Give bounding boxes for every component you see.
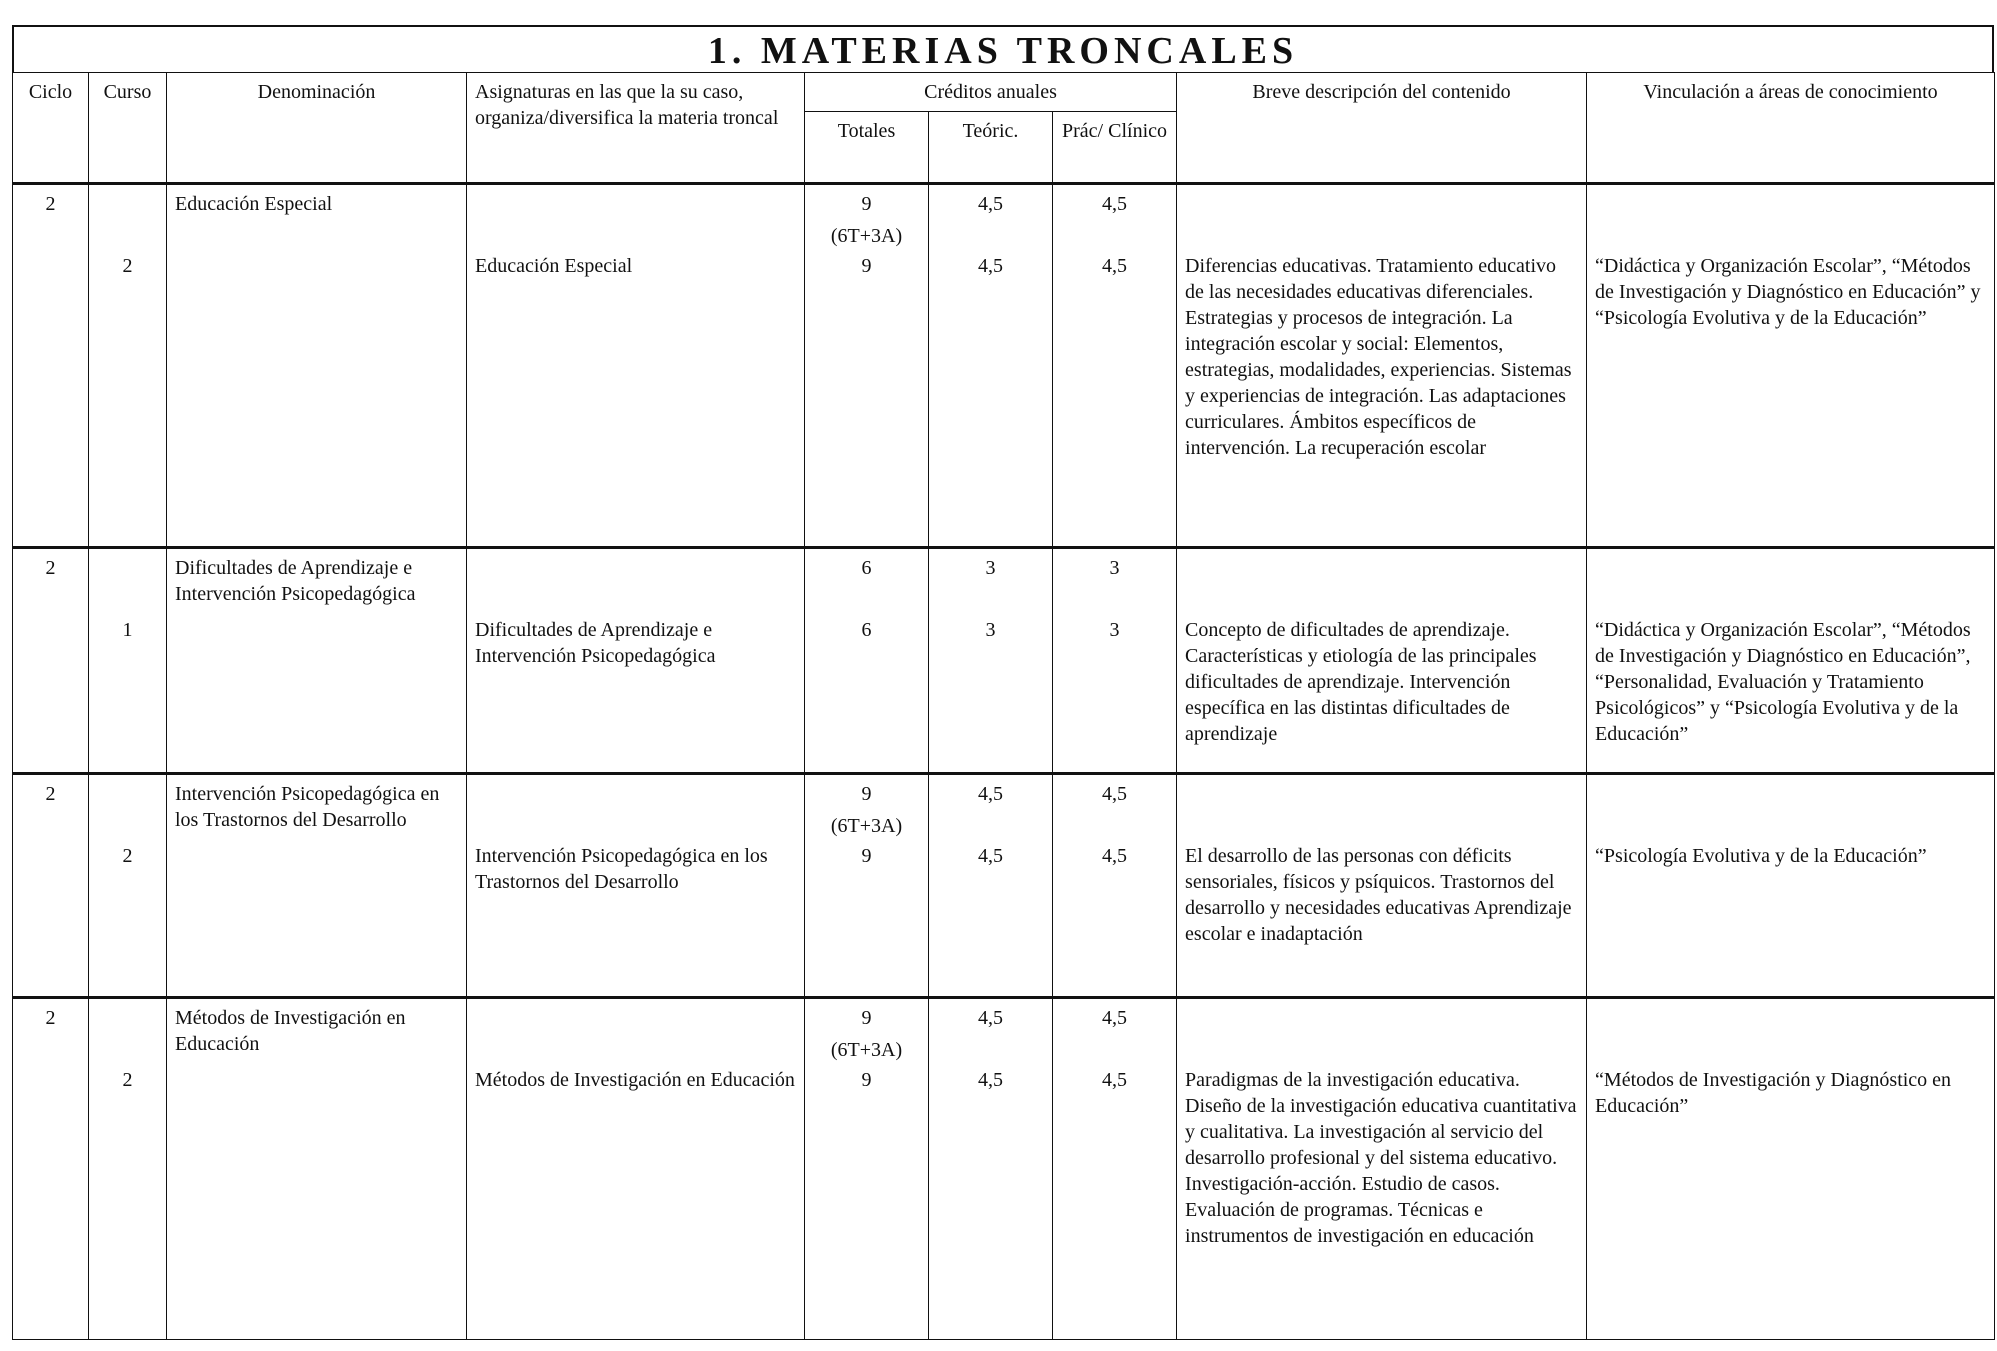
- cell-denominacion: [167, 998, 467, 1340]
- cell-curso: [89, 774, 167, 998]
- ciclo-value: 2: [45, 557, 56, 579]
- cell-totales: [805, 184, 929, 548]
- sub-totales-value: 9: [861, 845, 872, 867]
- page-title: 1. MATERIAS TRONCALES: [12, 25, 1994, 72]
- cell-curso: [89, 184, 167, 548]
- cell-vinculacion: [1587, 774, 1995, 998]
- prac-value: 4,5: [1102, 193, 1128, 215]
- cell-vinculacion: [1587, 548, 1995, 774]
- vinculacion-value: “Psicología Evolutiva y de la Educación”: [1595, 845, 1927, 867]
- document: [12, 25, 1994, 1340]
- vinculacion-value: “Métodos de Investigación y Diagnóstico en Educación”: [1595, 1069, 1952, 1117]
- asignatura-value: Educación Especial: [475, 255, 633, 277]
- prac-value: 4,5: [1102, 783, 1128, 805]
- spacer: [813, 581, 920, 613]
- teoric-value: 4,5: [978, 783, 1003, 805]
- ciclo-value: 2: [45, 783, 56, 805]
- header-ciclo: Ciclo: [13, 73, 89, 184]
- spacer: [937, 1031, 1044, 1067]
- sub-totales-value: 9: [861, 1069, 872, 1091]
- sub-prac-value: 3: [1109, 619, 1120, 641]
- cell-teoric: [929, 998, 1053, 1340]
- prac-value: 4,5: [1102, 1007, 1128, 1029]
- spacer: [1061, 581, 1168, 617]
- cell-vinculacion: [1587, 184, 1995, 548]
- cell-asignatura: [467, 998, 805, 1340]
- totales-value: 9: [861, 193, 872, 215]
- spacer: [1061, 807, 1168, 843]
- header-descripcion: Breve descripción del contenido: [1177, 73, 1587, 184]
- table-row: [13, 548, 1995, 774]
- cell-prac: [1053, 548, 1177, 774]
- curso-value: 2: [122, 845, 133, 867]
- cell-denominacion: [167, 548, 467, 774]
- spacer: [1185, 1005, 1578, 1067]
- teoric-value: 4,5: [978, 1007, 1003, 1029]
- spacer: [1061, 1031, 1168, 1067]
- descripcion-value: Diferencias educativas. Tratamiento educativo de las necesidades educativas diferenciales. Estrategias y procesos de integración. La integración escolar y social: Elementos, estrategias, modalidades, experiencias. Sistemas y experiencias de integración. Las adaptaciones curriculares. Ámbitos específicos de intervención. La recuperación escolar: [1185, 255, 1572, 459]
- curso-value: 2: [122, 255, 133, 277]
- sub-teoric-value: 4,5: [978, 1069, 1003, 1091]
- vinculacion-value: “Didáctica y Organización Escolar”, “Métodos de Investigación y Diagnóstico en Educación”, “Personalidad, Evaluación y Tratamiento Psicológicos” y “Psicología Evolutiva y de la Educación”: [1595, 619, 1971, 745]
- totales-value: 9: [861, 783, 872, 805]
- cell-asignatura: [467, 548, 805, 774]
- spacer: [937, 807, 1044, 843]
- teoric-value: 4,5: [978, 193, 1003, 215]
- cell-curso: [89, 548, 167, 774]
- spacer: [475, 555, 796, 617]
- spacer: [1185, 191, 1578, 253]
- cell-curso: [89, 998, 167, 1340]
- spacer: [1595, 555, 1986, 617]
- denominacion-value: Intervención Psicopedagógica en los Trastornos del Desarrollo: [175, 783, 440, 831]
- ciclo-value: 2: [45, 1007, 56, 1029]
- sub-teoric-value: 4,5: [978, 845, 1003, 867]
- sub-teoric-value: 3: [985, 619, 996, 641]
- spacer: [475, 191, 796, 253]
- denominacion-value: Dificultades de Aprendizaje e Intervención Psicopedagógica: [175, 557, 416, 605]
- cell-teoric: [929, 774, 1053, 998]
- cell-descripcion: [1177, 998, 1587, 1340]
- cell-asignatura: [467, 774, 805, 998]
- sub-totales-value: 9: [861, 255, 872, 277]
- cell-descripcion: [1177, 548, 1587, 774]
- denominacion-value: Métodos de Investigación en Educación: [175, 1007, 406, 1055]
- cell-ciclo: [13, 774, 89, 998]
- cell-descripcion: [1177, 184, 1587, 548]
- sub-teoric-value: 4,5: [978, 255, 1003, 277]
- sub-prac-value: 4,5: [1102, 1069, 1128, 1091]
- cell-ciclo: [13, 184, 89, 548]
- header-totales: Totales: [805, 112, 929, 184]
- cell-denominacion: [167, 184, 467, 548]
- cell-totales: [805, 998, 929, 1340]
- table-body: [13, 184, 1995, 1340]
- header-curso: Curso: [89, 73, 167, 184]
- spacer: [1595, 1005, 1986, 1067]
- spacer: [1061, 217, 1168, 253]
- cell-vinculacion: [1587, 998, 1995, 1340]
- cell-ciclo: [13, 998, 89, 1340]
- spacer: [475, 1005, 796, 1067]
- header-teoric: Teóric.: [929, 112, 1053, 184]
- teoric-value: 3: [985, 557, 996, 579]
- cell-descripcion: [1177, 774, 1587, 998]
- table-row: [13, 184, 1995, 548]
- spacer: [97, 191, 158, 253]
- cell-denominacion: [167, 774, 467, 998]
- materias-table: [12, 72, 1995, 1340]
- descripcion-value: El desarrollo de las personas con déficits sensoriales, físicos y psíquicos. Trastornos del desarrollo y necesidades educativas Aprendizaje escolar e inadaptación: [1185, 845, 1572, 945]
- asignatura-value: Intervención Psicopedagógica en los Trastornos del Desarrollo: [475, 845, 768, 893]
- totales-note: (6T+3A): [830, 1039, 903, 1061]
- table-row: [13, 998, 1995, 1340]
- spacer: [1185, 555, 1578, 617]
- sub-prac-value: 4,5: [1102, 845, 1128, 867]
- cell-teoric: [929, 184, 1053, 548]
- spacer: [937, 581, 1044, 617]
- spacer: [1595, 191, 1986, 253]
- header-prac: Prác/ Clínico: [1053, 112, 1177, 184]
- spacer: [1595, 781, 1986, 843]
- totales-value: 9: [861, 1007, 872, 1029]
- table-row: [13, 774, 1995, 998]
- totales-note: (6T+3A): [830, 815, 903, 837]
- spacer: [97, 1005, 158, 1067]
- spacer: [475, 781, 796, 843]
- sub-totales-value: 6: [861, 619, 872, 641]
- prac-value: 3: [1109, 557, 1120, 579]
- header-denominacion: Denominación: [167, 73, 467, 184]
- ciclo-value: 2: [45, 193, 56, 215]
- denominacion-value: Educación Especial: [175, 193, 333, 215]
- header-asignaturas: Asignaturas en las que la su caso, organiza/diversifica la materia troncal: [467, 73, 805, 184]
- spacer: [97, 781, 158, 843]
- spacer: [1185, 781, 1578, 843]
- totales-note: (6T+3A): [830, 225, 903, 247]
- cell-totales: [805, 548, 929, 774]
- cell-prac: [1053, 774, 1177, 998]
- cell-ciclo: [13, 548, 89, 774]
- cell-teoric: [929, 548, 1053, 774]
- sub-prac-value: 4,5: [1102, 255, 1128, 277]
- curso-value: 1: [122, 619, 133, 641]
- cell-prac: [1053, 184, 1177, 548]
- vinculacion-value: “Didáctica y Organización Escolar”, “Métodos de Investigación y Diagnóstico en Educación” y “Psicología Evolutiva y de la Educación”: [1595, 255, 1981, 329]
- asignatura-value: Métodos de Investigación en Educación: [475, 1069, 795, 1091]
- spacer: [937, 217, 1044, 253]
- curso-value: 2: [122, 1069, 133, 1091]
- totales-value: 6: [861, 557, 872, 579]
- cell-prac: [1053, 998, 1177, 1340]
- asignatura-value: Dificultades de Aprendizaje e Intervención Psicopedagógica: [475, 619, 716, 667]
- descripcion-value: Concepto de dificultades de aprendizaje. Características y etiología de las principales dificultades de aprendizaje. Intervención específica en las distintas dificultades de aprendizaje: [1185, 619, 1537, 745]
- spacer: [97, 555, 158, 617]
- cell-totales: [805, 774, 929, 998]
- header-vinculacion: Vinculación a áreas de conocimiento: [1587, 73, 1995, 184]
- cell-asignatura: [467, 184, 805, 548]
- header-creditos: Créditos anuales: [805, 73, 1177, 112]
- descripcion-value: Paradigmas de la investigación educativa. Diseño de la investigación educativa cuantitativa y cualitativa. La investigación al servicio del desarrollo profesional y del sistema educativo. Investigación-acción. Estudio de casos. Evaluación de programas. Técnicas e instrumentos de investigación en educación: [1185, 1069, 1577, 1247]
